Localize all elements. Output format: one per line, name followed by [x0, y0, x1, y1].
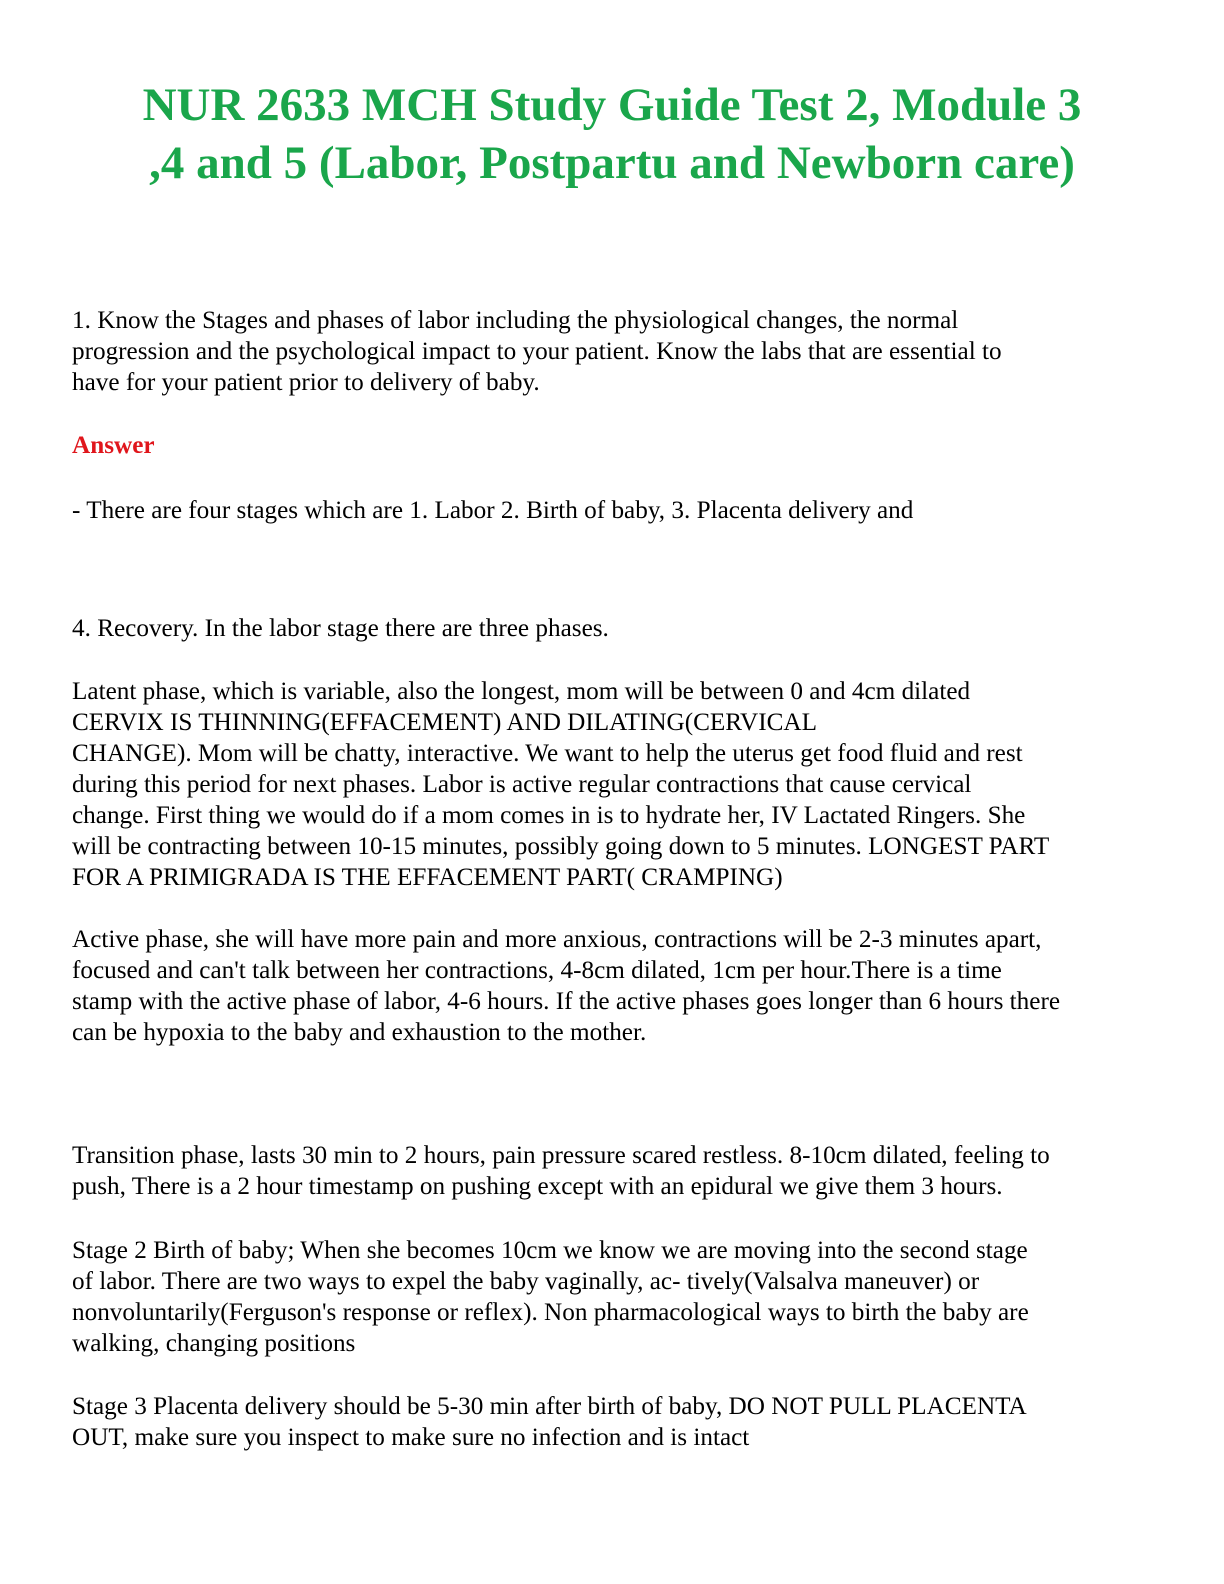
text-line: Stage 3 Placenta delivery should be 5-30 min after birth of baby, DO NOT PULL PLACENTA: [72, 1393, 1027, 1420]
text-line: OUT, make sure you inspect to make sure no infection and is intact: [72, 1424, 750, 1451]
answer-label: Answer: [72, 432, 155, 459]
stages-intro: - There are four stages which are 1. Labor 2. Birth of baby, 3. Placenta delivery and: [72, 497, 914, 524]
transition-phase-paragraph: [72, 1140, 1050, 1202]
text-line: walking, changing positions: [72, 1330, 356, 1357]
text-line: will be contracting between 10-15 minutes, possibly going down to 5 minutes. LONGEST PART: [72, 833, 1050, 860]
latent-phase-paragraph: [72, 676, 1049, 893]
text-line: Latent phase, which is variable, also the longest, mom will be between 0 and 4cm dilated: [72, 678, 971, 705]
text-line: push, There is a 2 hour timestamp on pushing except with an epidural we give them 3 hours.: [72, 1173, 1003, 1200]
question-1: [72, 305, 1002, 398]
recovery-paragraph: 4. Recovery. In the labor stage there are three phases.: [72, 615, 609, 642]
stage-3-paragraph: [72, 1391, 1027, 1453]
text-line: of labor. There are two ways to expel the baby vaginally, ac- tively(Valsalva maneuver) or: [72, 1268, 980, 1295]
text-line: CHANGE). Mom will be chatty, interactive. We want to help the uterus get food fluid and rest: [72, 740, 1023, 767]
text-line: Stage 2 Birth of baby; When she becomes 10cm we know we are moving into the second stage: [72, 1237, 1028, 1264]
stage-2-paragraph: [72, 1235, 1029, 1359]
title-line: ,4 and 5 (Labor, Postpartu and Newborn care): [149, 137, 1075, 189]
text-line: stamp with the active phase of labor, 4-6 hours. If the active phases goes longer than 6 hours there: [72, 988, 1061, 1015]
text-line: have for your patient prior to delivery of baby.: [72, 369, 540, 396]
text-line: during this period for next phases. Labor is active regular contractions that cause cervical: [72, 771, 972, 798]
text-line: 1. Know the Stages and phases of labor including the physiological changes, the normal: [72, 307, 959, 334]
text-line: can be hypoxia to the baby and exhaustion to the mother.: [72, 1019, 647, 1046]
text-line: focused and can't talk between her contractions, 4-8cm dilated, 1cm per hour.There is a time: [72, 957, 1002, 984]
text-line: Active phase, she will have more pain and more anxious, contractions will be 2-3 minutes apart,: [72, 926, 1042, 953]
active-phase-paragraph: [72, 924, 1060, 1048]
text-line: FOR A PRIMIGRADA IS THE EFFACEMENT PART( CRAMPING): [72, 864, 783, 891]
text-line: change. First thing we would do if a mom comes in is to hydrate her, IV Lactated Ringers. She: [72, 802, 1026, 829]
title-line: NUR 2633 MCH Study Guide Test 2, Module 3: [142, 79, 1082, 131]
document-title: [60, 76, 1164, 192]
text-line: progression and the psychological impact to your patient. Know the labs that are essential to: [72, 338, 1002, 365]
text-line: CERVIX IS THINNING(EFFACEMENT) AND DILATING(CERVICAL: [72, 709, 818, 736]
text-line: nonvoluntarily(Ferguson's response or reflex). Non pharmacological ways to birth the baby are: [72, 1299, 1029, 1326]
text-line: Transition phase, lasts 30 min to 2 hours, pain pressure scared restless. 8-10cm dilated, feeling to: [72, 1142, 1050, 1169]
